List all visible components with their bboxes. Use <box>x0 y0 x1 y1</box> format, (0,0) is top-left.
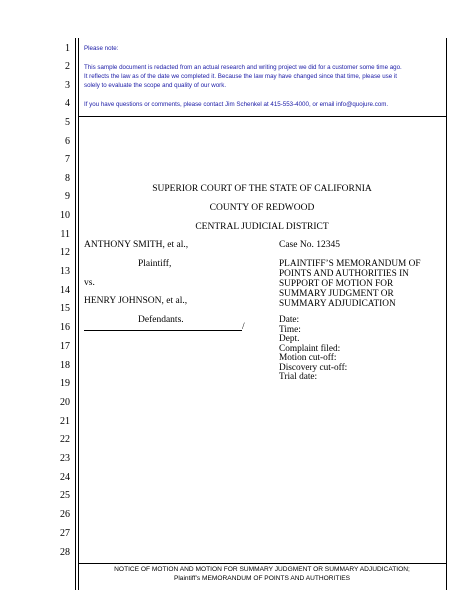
line-number: 27 <box>60 528 70 539</box>
caption-underline <box>84 330 242 331</box>
notice-contact: If you have questions or comments, please contact Jim Schenkel at 415-553-4000, or email info@quojure.com. <box>84 101 389 108</box>
defendant-role: Defendants. <box>138 315 184 325</box>
notice-divider <box>78 116 446 117</box>
court-county: COUNTY OF REDWOOD <box>209 203 315 213</box>
line-number: 20 <box>60 397 70 408</box>
line-number: 1 <box>65 43 70 54</box>
document-title-line: SUMMARY ADJUDICATION <box>279 299 396 309</box>
hearing-field: Date: <box>279 315 300 325</box>
line-number: 25 <box>60 490 70 501</box>
line-number: 7 <box>65 154 70 165</box>
notice-heading: Please note: <box>84 45 119 52</box>
defendant-name: HENRY JOHNSON, et al., <box>84 296 188 306</box>
footer-rule <box>78 563 446 564</box>
line-number: 26 <box>60 509 70 520</box>
line-number: 19 <box>60 378 70 389</box>
page-footer <box>78 566 446 583</box>
line-number: 10 <box>60 210 70 221</box>
notice-line: This sample document is redacted from an actual research and writing project we did for a customer some time ago. <box>84 64 402 71</box>
line-number: 24 <box>60 472 70 483</box>
line-number: 6 <box>65 136 70 147</box>
line-number: 28 <box>60 547 70 558</box>
hearing-field: Motion cut-off: <box>279 353 337 363</box>
document-title <box>279 259 439 309</box>
line-number: 8 <box>65 173 70 184</box>
right-margin-rule <box>446 38 447 590</box>
line-number: 12 <box>60 247 70 258</box>
line-number: 16 <box>60 322 70 333</box>
footer-line: Plaintiff’s MEMORANDUM OF POINTS AND AUTHORITIES <box>173 574 351 582</box>
line-number: 4 <box>65 98 70 109</box>
line-number: 23 <box>60 453 70 464</box>
caption-slash: / <box>242 322 245 332</box>
notice-line: It reflects the law as of the date we completed it. Because the law may have changed since that time, please use it <box>84 73 397 80</box>
document-title-line: POINTS AND AUTHORITIES IN <box>279 269 409 279</box>
versus: vs. <box>84 278 95 288</box>
line-number: 5 <box>65 117 70 128</box>
notice-line: solely to evaluate the scope and quality of our work. <box>84 82 227 89</box>
line-number: 22 <box>60 434 70 445</box>
document-title-line: SUPPORT OF MOTION FOR <box>279 279 394 289</box>
line-number: 3 <box>65 80 70 91</box>
hearing-field: Trial date: <box>279 372 318 382</box>
court-name: SUPERIOR COURT OF THE STATE OF CALIFORNIA <box>152 184 372 194</box>
hearing-field: Time: <box>279 324 301 335</box>
document-title-line: SUMMARY JUDGMENT OR <box>279 289 394 299</box>
hearing-field: Complaint filed: <box>279 343 341 354</box>
footer-line: NOTICE OF MOTION AND MOTION FOR SUMMARY JUDGMENT OR SUMMARY ADJUDICATION; <box>114 566 410 573</box>
hearing-field: Dept. <box>279 334 300 344</box>
document-title-line: PLAINTIFF’S MEMORANDUM OF <box>279 259 421 269</box>
plaintiff-role: Plaintiff, <box>138 259 172 269</box>
hearing-field: Discovery cut-off: <box>279 362 348 373</box>
plaintiff-name: ANTHONY SMITH, et al., <box>84 240 189 250</box>
line-number: 14 <box>60 285 70 296</box>
line-number: 2 <box>65 61 70 72</box>
left-margin-rule-inner <box>78 38 79 590</box>
line-number: 21 <box>60 416 70 427</box>
case-number: Case No. 12345 <box>279 240 340 250</box>
court-district: CENTRAL JUDICIAL DISTRICT <box>195 222 329 232</box>
left-margin-rule <box>75 38 76 590</box>
hearing-fields <box>279 316 347 383</box>
line-number: 18 <box>60 360 70 371</box>
line-number: 11 <box>60 229 70 240</box>
line-number: 13 <box>60 266 70 277</box>
line-number: 9 <box>65 191 70 202</box>
line-number: 15 <box>60 303 70 314</box>
line-number: 17 <box>60 341 70 352</box>
